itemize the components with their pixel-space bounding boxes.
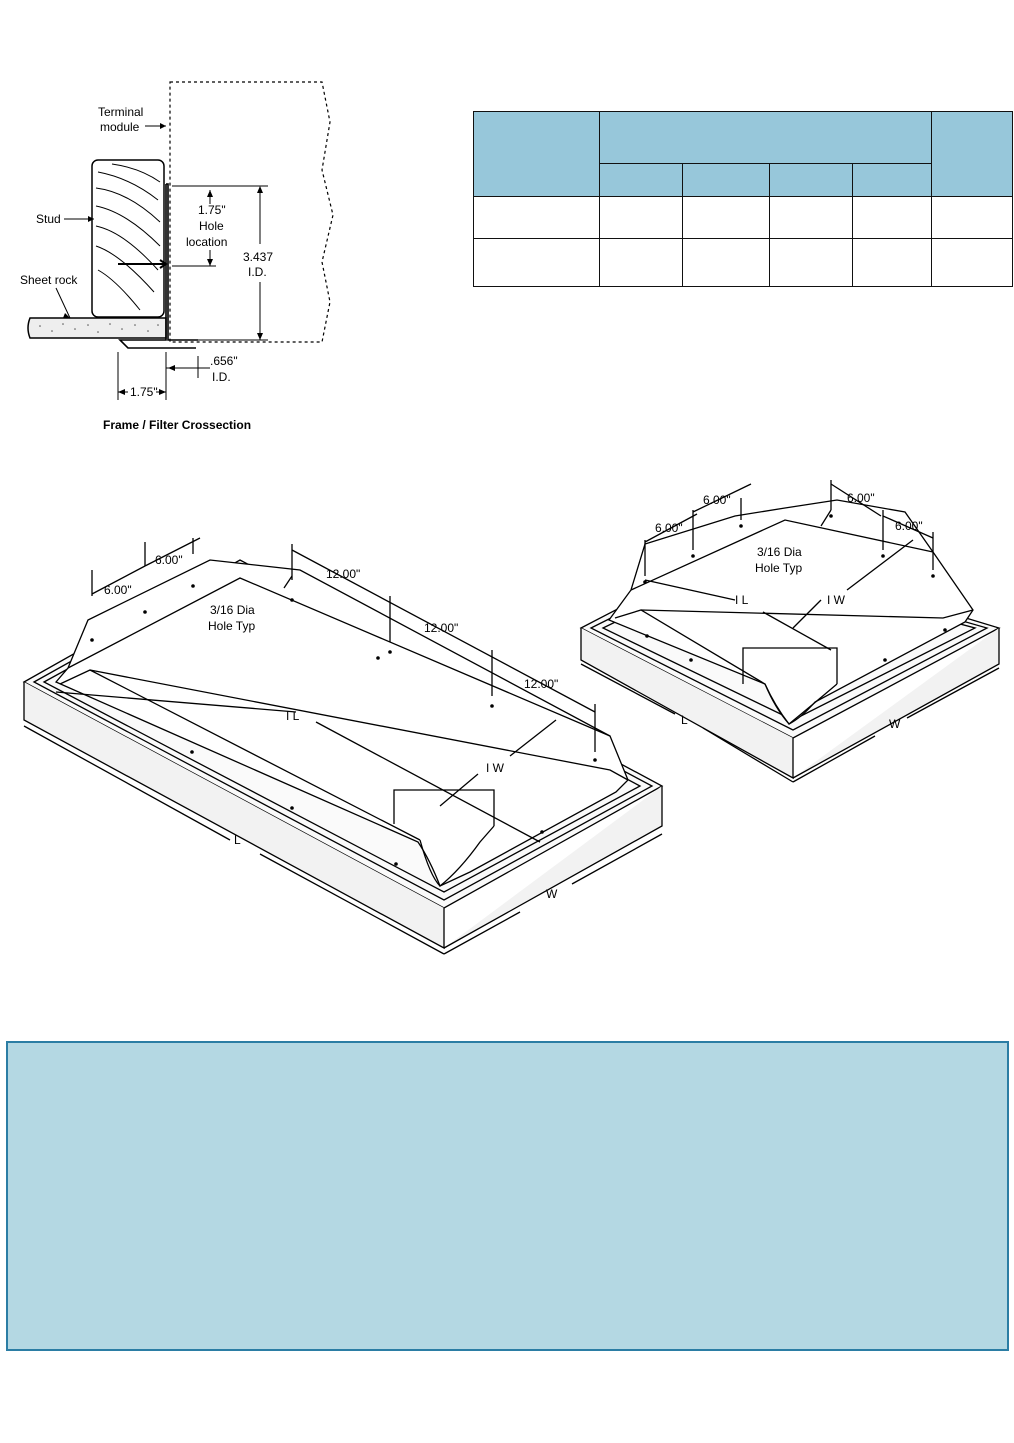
- small-hole-note-2: Hole Typ: [755, 561, 803, 575]
- spec-table: [473, 111, 1013, 287]
- table-subheader-cell: [853, 164, 932, 197]
- flange-width-dim: 1.75": [130, 385, 158, 399]
- table-row: [474, 238, 1013, 286]
- small-inner-length: I L: [735, 593, 749, 607]
- large-dim-12-a: 12.00": [326, 567, 361, 581]
- hole-location-label: Hole: [199, 219, 224, 233]
- large-inner-width: I W: [486, 761, 504, 775]
- stud-wood-block: [92, 160, 164, 317]
- large-length: L: [234, 833, 241, 847]
- table-cell: [770, 238, 853, 286]
- small-frame-drawing: [575, 470, 1014, 790]
- notes-panel: [6, 1041, 1009, 1351]
- id-height-label: I.D.: [248, 265, 267, 279]
- table-cell: [853, 197, 932, 238]
- table-header-cell: [474, 112, 600, 197]
- large-width: W: [546, 887, 558, 901]
- table-cell: [600, 238, 683, 286]
- table-subheader-cell: [683, 164, 770, 197]
- table-cell: [932, 197, 1013, 238]
- large-inner-length: I L: [286, 709, 300, 723]
- small-hole-note: 3/16 Dia: [757, 545, 802, 559]
- small-dim-6-c: 6.00": [847, 491, 875, 505]
- table-cell: [683, 238, 770, 286]
- table-cell: [770, 197, 853, 238]
- terminal-module-outline: [170, 82, 333, 342]
- hole-location-label-2: location: [186, 235, 228, 249]
- table-cell: [932, 238, 1013, 286]
- table-header-cell: [932, 112, 1013, 197]
- table-cell: [600, 197, 683, 238]
- small-dim-6-a: 6.00": [655, 521, 683, 535]
- terminal-module-label: Terminal: [98, 105, 144, 119]
- large-dim-12-b: 12.00": [424, 621, 459, 635]
- table-subheader-cell: [600, 164, 683, 197]
- table-row: [474, 197, 1013, 238]
- hole-location-dim: 1.75": [198, 203, 226, 217]
- large-hole-note-2: Hole Typ: [208, 619, 256, 633]
- sheet-rock-label: Sheet rock: [20, 273, 78, 287]
- table-header-cell: [600, 112, 932, 164]
- stud-label: Stud: [36, 212, 61, 226]
- large-dim-6-right: 6.00": [155, 553, 183, 567]
- table-cell: [853, 238, 932, 286]
- small-inner-width: I W: [827, 593, 845, 607]
- id-height-dim: 3.437: [243, 250, 274, 264]
- table-cell: [683, 197, 770, 238]
- table-subheader-cell: [770, 164, 853, 197]
- crossection-title: Frame / Filter Crossection: [103, 418, 252, 432]
- large-dim-6-left: 6.00": [104, 583, 132, 597]
- crossection-drawing: [0, 0, 340, 440]
- large-hole-note: 3/16 Dia: [210, 603, 255, 617]
- small-dim-6-d: 6.00": [895, 519, 923, 533]
- large-dim-12-c: 12.00": [524, 677, 559, 691]
- terminal-module-label-2: module: [100, 120, 140, 134]
- small-length: L: [681, 713, 688, 727]
- table-cell: [474, 238, 600, 286]
- sheet-rock-layer: [28, 318, 166, 338]
- id-depth-label: I.D.: [212, 370, 231, 384]
- small-dim-6-b: 6.00": [703, 493, 731, 507]
- table-cell: [474, 197, 600, 238]
- id-depth-dim: .656": [210, 354, 238, 368]
- small-width: W: [889, 717, 901, 731]
